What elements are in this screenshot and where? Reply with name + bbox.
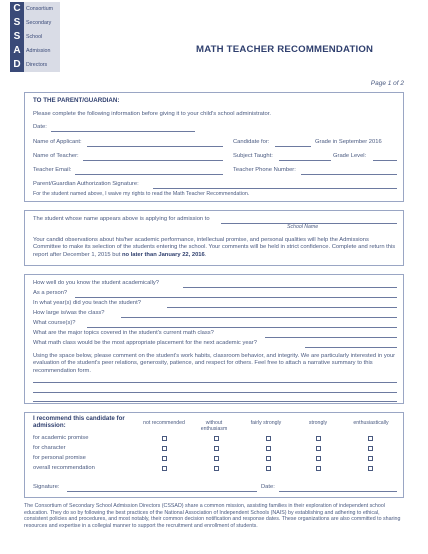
row-academic-promise: for academic promise <box>33 435 89 441</box>
column-without-enthusiasm: without enthusiasm <box>200 420 228 432</box>
logo-letter: C <box>13 3 21 14</box>
checkbox-overall-not-recommended[interactable] <box>162 466 167 471</box>
logo-words <box>24 2 60 72</box>
cssad-logo <box>10 2 60 72</box>
grade-september-label: Grade in September 2016 <box>315 139 382 145</box>
question-placement: What math class would be the most appropriate placement for the next academic year? <box>33 340 257 346</box>
checkbox-overall-strongly[interactable] <box>316 466 321 471</box>
grade-level-field[interactable] <box>373 160 397 161</box>
checkbox-academic-fairly-strongly[interactable] <box>266 436 271 441</box>
deadline-text: no later than January 22, 2016 <box>121 251 205 258</box>
parent-header: TO THE PARENT/GUARDIAN: <box>33 97 120 104</box>
teacher-field[interactable] <box>83 160 223 161</box>
applying-text: The student whose name appears above is applying for admission to <box>33 216 210 222</box>
row-personal-promise: for personal promise <box>33 455 86 461</box>
column-enthusiastically: enthusiastically <box>353 420 389 426</box>
logo-word: Admission <box>26 48 51 54</box>
checkbox-academic-strongly[interactable] <box>316 436 321 441</box>
checkbox-character-strongly[interactable] <box>316 446 321 451</box>
answer-courses[interactable] <box>87 327 397 328</box>
checkbox-overall-enthusiastically[interactable] <box>368 466 373 471</box>
logo-letter: A <box>13 45 21 56</box>
school-section <box>24 210 404 266</box>
signature-date-label: Date: <box>261 484 275 490</box>
page-title: MATH TEACHER RECOMMENDATION <box>196 44 374 55</box>
checkbox-character-fairly-strongly[interactable] <box>266 446 271 451</box>
signature-label: Signature: <box>33 484 60 490</box>
answer-placement[interactable] <box>305 347 397 348</box>
question-as-person: As a person? <box>33 290 68 296</box>
checkbox-academic-enthusiastically[interactable] <box>368 436 373 441</box>
email-field[interactable] <box>75 174 223 175</box>
date-label: Date: <box>33 124 47 130</box>
checkbox-personal-enthusiastically[interactable] <box>368 456 373 461</box>
candidate-field[interactable] <box>275 146 311 147</box>
row-overall: overall recommendation <box>33 465 95 471</box>
logo-letter: D <box>13 59 21 70</box>
checkbox-academic-not-recommended[interactable] <box>162 436 167 441</box>
question-major-topics: What are the major topics covered in the student's current math class? <box>33 330 214 336</box>
footer-text: The Consortium of Secondary School Admission Directors (CSSAD) share a common mission, assisting families in their exploration of independent school education. They do so by following the best practices of the National Association of Independent Schools (NAIS) by establishing and adhering to ethical, consistent policies and procedures, and most notably, their common decision notification and response dates. These organizations are also committed to sharing resources and expertise in a collegial manner to support the recruitment and enrollment of students. <box>24 503 401 529</box>
row-character: for character <box>33 445 66 451</box>
grade-level-label: Grade Level: <box>333 153 367 159</box>
waiver-text: For the student named above, I waive my rights to read the Math Teacher Recommendation. <box>33 191 250 197</box>
checkbox-character-enthusiastically[interactable] <box>368 446 373 451</box>
answer-as-person[interactable] <box>75 297 397 298</box>
answer-years-taught[interactable] <box>167 307 397 308</box>
instructions-paragraph <box>33 237 397 259</box>
applicant-field[interactable] <box>87 146 223 147</box>
date-field[interactable] <box>51 131 195 132</box>
email-label: Teacher Email: <box>33 167 72 173</box>
logo-word: School <box>26 34 43 40</box>
candidate-label: Candidate for: <box>233 139 270 145</box>
logo-word: Secondary <box>26 20 52 26</box>
question-years-taught: In what year(s) did you teach the student? <box>33 300 141 306</box>
authorization-signature-label: Parent/Guardian Authorization Signature: <box>33 181 139 187</box>
checkbox-character-without-enthusiasm[interactable] <box>214 446 219 451</box>
comment-instructions: Using the space below, please comment on the student's work habits, classroom behavior, and integrity. We are particularly interested in your evaluation of the student's peer relations, generosity, patience, and respect for others. Feel free to attach a narrative summary to this recommendation form. <box>33 353 396 374</box>
recommendation-section <box>24 412 404 498</box>
logo-letter: S <box>13 31 21 42</box>
checkbox-personal-strongly[interactable] <box>316 456 321 461</box>
comment-line[interactable] <box>33 382 397 383</box>
checkbox-personal-fairly-strongly[interactable] <box>266 456 271 461</box>
checkbox-character-not-recommended[interactable] <box>162 446 167 451</box>
logo-letter: S <box>13 17 21 28</box>
logo-word: Directors <box>26 62 48 68</box>
subject-field[interactable] <box>279 160 331 161</box>
phone-field[interactable] <box>301 174 397 175</box>
logo-letters <box>10 2 24 72</box>
subject-label: Subject Taught: <box>233 153 273 159</box>
checkbox-personal-not-recommended[interactable] <box>162 456 167 461</box>
question-courses: What course(s)? <box>33 320 76 326</box>
parent-intro: Please complete the following information before giving it to your child's school administrator. <box>33 111 271 117</box>
answer-class-size[interactable] <box>121 317 397 318</box>
school-name-caption: School Name <box>287 224 319 230</box>
questions-section <box>24 274 404 404</box>
question-know-academically: How well do you know the student academically? <box>33 280 159 286</box>
column-strongly: strongly <box>308 420 328 426</box>
recommendation-heading: I recommend this candidate for admission: <box>33 415 125 429</box>
column-fairly-strongly: fairly strongly <box>250 420 282 426</box>
signature-field[interactable] <box>67 491 257 492</box>
checkbox-academic-without-enthusiasm[interactable] <box>214 436 219 441</box>
answer-know-academically[interactable] <box>183 287 397 288</box>
checkbox-overall-without-enthusiasm[interactable] <box>214 466 219 471</box>
comment-line[interactable] <box>33 401 397 402</box>
question-class-size: How large is/was the class? <box>33 310 105 316</box>
teacher-label: Name of Teacher: <box>33 153 79 159</box>
instructions-period: . <box>204 251 207 258</box>
page-number: Page 1 of 2 <box>370 80 404 87</box>
phone-label: Teacher Phone Number: <box>233 167 296 173</box>
comment-line[interactable] <box>33 392 397 393</box>
signature-date-field[interactable] <box>279 491 397 492</box>
checkbox-personal-without-enthusiasm[interactable] <box>214 456 219 461</box>
authorization-signature-field[interactable] <box>153 188 397 189</box>
parent-section <box>24 92 404 202</box>
answer-major-topics[interactable] <box>265 337 397 338</box>
logo-word: Consortium <box>26 6 54 12</box>
applicant-label: Name of Applicant: <box>33 139 82 145</box>
instructions-text: Your candid observations about his/her academic performance, intellectual promise, and personal qualities will help the Admissions Committee to make its selection of the students entering the school. Your comments will be held in strict confidence. Complete and return this report after December 1, 2015 but <box>33 237 396 258</box>
column-not-recommended: not recommended <box>143 420 185 426</box>
checkbox-overall-fairly-strongly[interactable] <box>266 466 271 471</box>
